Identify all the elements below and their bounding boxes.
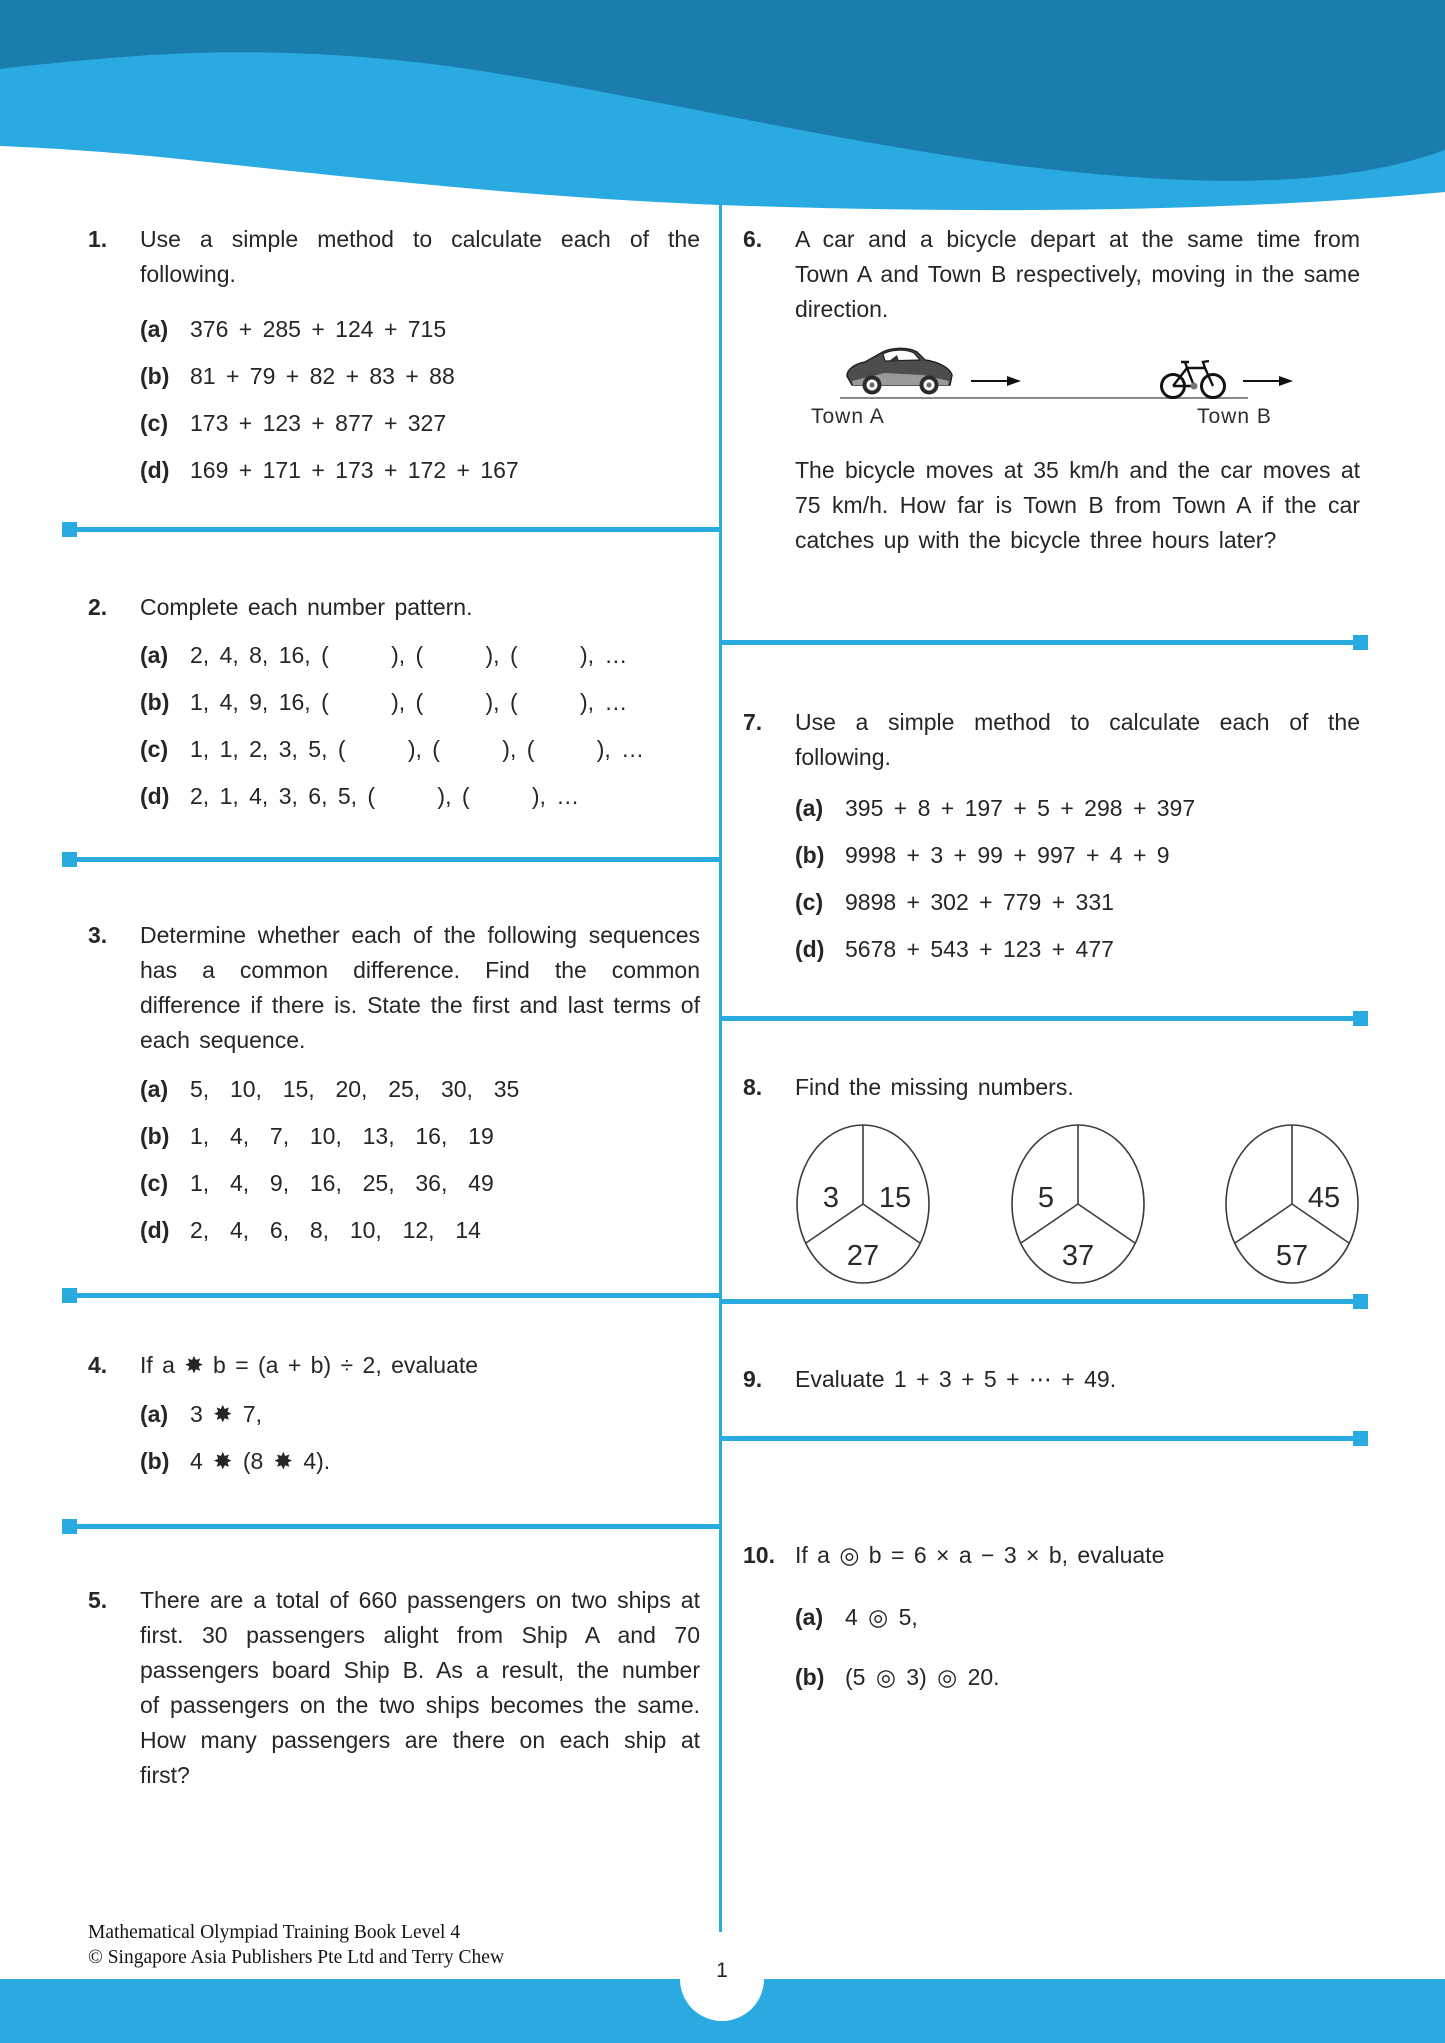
section-divider: [720, 1299, 1368, 1304]
item-row: [795, 932, 1360, 966]
item-label: (a): [140, 642, 169, 668]
item-row: [140, 638, 700, 672]
item-label: (a): [140, 1076, 169, 1102]
section-divider: [720, 640, 1368, 645]
problem-number: 8.: [743, 1074, 763, 1100]
item-row: [140, 1119, 700, 1153]
item-text: 1, 4, 7, 10, 13, 16, 19: [190, 1123, 494, 1149]
item-row: [140, 1072, 700, 1106]
item-label: (d): [795, 936, 825, 962]
arrow-right-icon: [971, 375, 1021, 387]
problem-text-continued: The bicycle moves at 35 km/h and the car moves at 75 km/h. How far is Town B from Town A if the car catches up with the bicycle three hours later?: [795, 457, 1360, 553]
problem-text: Determine whether each of the following sequences has a common difference. Find the common difference if there is. State the first and last terms of each sequence.: [140, 922, 700, 1053]
item-row: [140, 359, 700, 393]
item-label: (c): [140, 410, 169, 436]
item-text: 9998 + 3 + 99 + 997 + 4 + 9: [845, 842, 1170, 868]
item-label: (c): [140, 736, 169, 762]
divider-end-square: [62, 1288, 77, 1303]
problem-9: [743, 1362, 1360, 1397]
problem-2: [88, 590, 700, 826]
problem-text: Find the missing numbers.: [795, 1074, 1074, 1100]
item-text: 1, 4, 9, 16, 25, 36, 49: [190, 1170, 494, 1196]
item-label: (b): [140, 1123, 170, 1149]
item-row: [140, 1166, 700, 1200]
svg-text:3: 3: [822, 1182, 840, 1214]
item-label: (b): [140, 363, 170, 389]
item-row: [140, 1213, 700, 1247]
problem-1: [88, 222, 700, 500]
problem-7: [743, 705, 1360, 979]
item-row: [140, 779, 700, 813]
item-label: (a): [795, 1604, 824, 1630]
divider-end-square: [62, 1519, 77, 1534]
problem-number: 6.: [743, 226, 763, 252]
item-text: 2, 4, 6, 8, 10, 12, 14: [190, 1217, 481, 1243]
item-row: [140, 732, 700, 766]
problem-text: Evaluate 1 + 3 + 5 + ⋯ + 49.: [795, 1366, 1117, 1392]
problem-text: If a ◎ b = 6 × a − 3 × b, evaluate: [795, 1542, 1165, 1568]
section-divider: [62, 1524, 720, 1529]
item-row: [140, 453, 700, 487]
column-divider: [719, 196, 722, 1932]
item-row: [795, 838, 1360, 872]
problem-number: 4.: [88, 1352, 108, 1378]
svg-text:45: 45: [1307, 1182, 1341, 1214]
problem-number: 3.: [88, 922, 108, 948]
svg-text:57: 57: [1275, 1240, 1309, 1272]
item-label: (d): [140, 457, 170, 483]
town-a-label: Town A: [811, 405, 885, 428]
problem-text: There are a total of 660 passengers on two ships at first. 30 passengers alight from Ship A and 70 passengers board Ship B. As a result, the number of passengers on the two ships becomes the same. How many passengers are there on each ship at first?: [140, 1587, 700, 1788]
section-divider: [62, 857, 720, 862]
problem-8: [743, 1070, 1360, 1285]
arrow-right-icon: [1243, 375, 1293, 387]
item-label: (c): [795, 889, 824, 915]
svg-text:5: 5: [1037, 1182, 1054, 1214]
bicycle-icon: [1160, 355, 1226, 399]
item-label: (b): [140, 689, 170, 715]
circle-diagram-1: [795, 1119, 931, 1285]
item-row: [140, 312, 700, 346]
divider-end-square: [1353, 1431, 1368, 1446]
item-label: (b): [795, 842, 825, 868]
problem-3: [88, 918, 700, 1260]
problem-number: 5.: [88, 1587, 108, 1613]
section-divider: [720, 1016, 1368, 1021]
circle-diagram-3: [1224, 1119, 1360, 1285]
section-divider: [720, 1436, 1368, 1441]
item-text: 376 + 285 + 124 + 715: [190, 316, 447, 342]
problem-text: Use a simple method to calculate each of the following.: [795, 709, 1360, 770]
town-b-label: Town B: [1197, 405, 1272, 428]
item-row: [140, 1397, 700, 1431]
problem-number: 7.: [743, 709, 763, 735]
divider-end-square: [1353, 635, 1368, 650]
item-text: 1, 4, 9, 16, ( ), ( ), ( ), …: [190, 689, 628, 715]
circle-diagram-2: [1010, 1119, 1146, 1285]
problem-text: A car and a bicycle depart at the same time from Town A and Town B respectively, moving in the same direction.: [795, 226, 1360, 322]
item-text: 2, 1, 4, 3, 6, 5, ( ), ( ), …: [190, 783, 580, 809]
page-number: 1: [716, 1959, 728, 1982]
item-row: [140, 1444, 700, 1478]
problem-5: [88, 1583, 700, 1793]
item-label: (b): [795, 1664, 825, 1690]
footer-copyright: © Singapore Asia Publishers Pte Ltd and Terry Chew: [88, 1947, 505, 1968]
problem-text: If a ✸ b = (a + b) ÷ 2, evaluate: [140, 1352, 479, 1378]
problem-6: [743, 222, 1360, 558]
divider-end-square: [1353, 1294, 1368, 1309]
divider-end-square: [1353, 1011, 1368, 1026]
problem-text: Complete each number pattern.: [140, 594, 473, 620]
item-text: 81 + 79 + 82 + 83 + 88: [190, 363, 455, 389]
footer-book-title: Mathematical Olympiad Training Book Level 4: [88, 1922, 461, 1943]
problem-10: [743, 1538, 1360, 1720]
item-text: 9898 + 302 + 779 + 331: [845, 889, 1114, 915]
item-text: 1, 1, 2, 3, 5, ( ), ( ), ( ), …: [190, 736, 645, 762]
item-text: (5 ◎ 3) ◎ 20.: [845, 1664, 1000, 1690]
item-row: [140, 685, 700, 719]
item-label: (c): [140, 1170, 169, 1196]
problem-number: 1.: [88, 226, 108, 252]
item-text: 5, 10, 15, 20, 25, 30, 35: [190, 1076, 520, 1102]
item-label: (a): [140, 316, 169, 342]
item-text: 173 + 123 + 877 + 327: [190, 410, 447, 436]
divider-end-square: [62, 852, 77, 867]
header-wave: [0, 0, 1445, 230]
footer: [88, 1920, 504, 1970]
item-row: [795, 791, 1360, 825]
item-row: [140, 406, 700, 440]
svg-text:15: 15: [878, 1182, 912, 1214]
svg-text:27: 27: [846, 1240, 880, 1272]
item-text: 4 ◎ 5,: [845, 1604, 918, 1630]
car-bicycle-illustration: [795, 335, 1360, 447]
item-label: (b): [140, 1448, 170, 1474]
problem-number: 2.: [88, 594, 108, 620]
divider-end-square: [62, 522, 77, 537]
item-text: 2, 4, 8, 16, ( ), ( ), ( ), …: [190, 642, 628, 668]
problem-text: Use a simple method to calculate each of the following.: [140, 226, 700, 287]
item-text: 3 ✸ 7,: [190, 1401, 263, 1427]
item-row: [795, 1600, 1360, 1634]
item-row: [795, 1660, 1360, 1694]
item-row: [795, 885, 1360, 919]
item-text: 4 ✸ (8 ✸ 4).: [190, 1448, 331, 1474]
problem-4: [88, 1348, 700, 1491]
item-text: 169 + 171 + 173 + 172 + 167: [190, 457, 519, 483]
svg-text:37: 37: [1061, 1240, 1094, 1272]
item-text: 395 + 8 + 197 + 5 + 298 + 397: [845, 795, 1196, 821]
item-label: (d): [140, 783, 170, 809]
item-label: (d): [140, 1217, 170, 1243]
section-divider: [62, 527, 720, 532]
problem-number: 9.: [743, 1366, 763, 1392]
item-label: (a): [140, 1401, 169, 1427]
car-icon: [845, 347, 955, 397]
problem-number: 10.: [743, 1542, 775, 1568]
item-text: 5678 + 543 + 123 + 477: [845, 936, 1114, 962]
item-label: (a): [795, 795, 824, 821]
section-divider: [62, 1293, 720, 1298]
